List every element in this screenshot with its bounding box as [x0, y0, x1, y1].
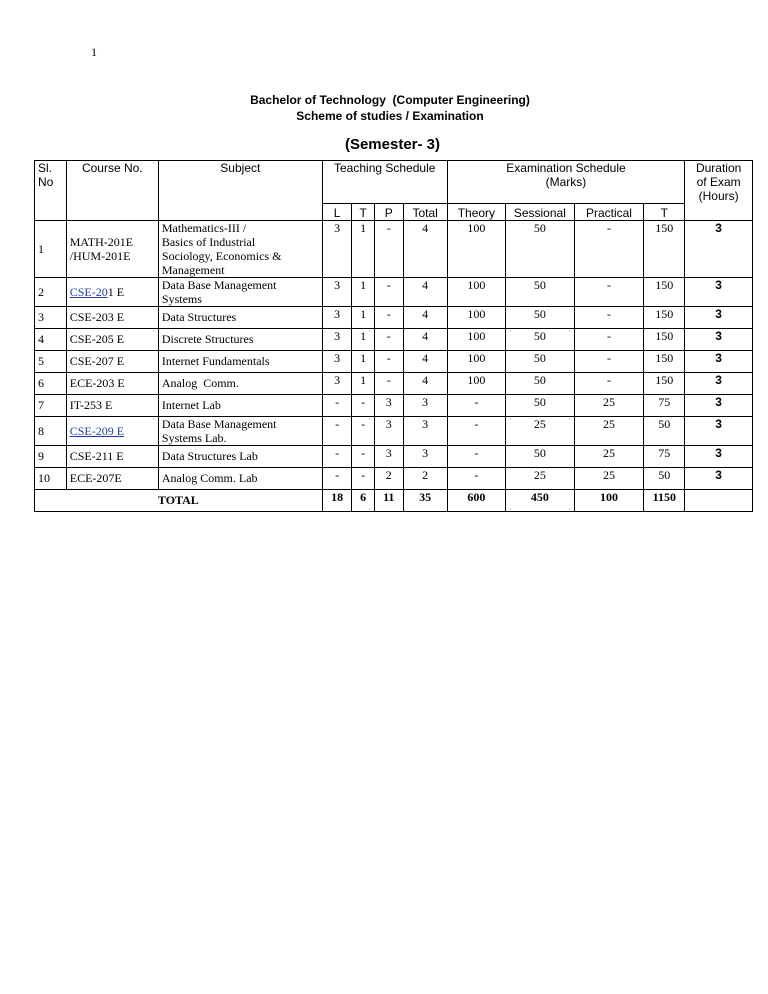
cell-exam-total: 150 — [644, 277, 685, 306]
cell-p: 2 — [374, 467, 403, 489]
cell-course: MATH-201E /HUM-201E — [66, 220, 158, 277]
cell-subject: Analog Comm. — [158, 372, 322, 394]
cell-practical: - — [574, 306, 644, 328]
total-label: TOTAL — [35, 489, 323, 511]
header-examination-schedule: Examination Schedule (Marks) — [447, 161, 685, 204]
cell-l: - — [322, 445, 352, 467]
cell-course: ECE-203 E — [66, 372, 158, 394]
cell-l: - — [322, 467, 352, 489]
header-sessional: Sessional — [506, 203, 575, 220]
cell-sessional: 25 — [506, 416, 575, 445]
cell-practical: 25 — [574, 394, 644, 416]
cell-practical: - — [574, 220, 644, 277]
course-suffix: 1 E — [107, 284, 125, 299]
header-practical: Practical — [574, 203, 644, 220]
cell-subject: Internet Fundamentals — [158, 350, 322, 372]
total-t: 6 — [352, 489, 375, 511]
cell-total: 4 — [403, 306, 447, 328]
cell-exam-total: 150 — [644, 306, 685, 328]
cell-practical: - — [574, 350, 644, 372]
cell-theory: 100 — [447, 220, 505, 277]
cell-duration: 3 — [685, 350, 753, 372]
cell-l: 3 — [322, 306, 352, 328]
cell-total: 4 — [403, 372, 447, 394]
cell-sl: 9 — [35, 445, 67, 467]
cell-theory: - — [447, 445, 505, 467]
cell-duration: 3 — [685, 372, 753, 394]
cell-sl: 6 — [35, 372, 67, 394]
table-row — [35, 328, 753, 350]
cell-course — [66, 277, 158, 306]
cell-duration: 3 — [685, 467, 753, 489]
cell-theory: 100 — [447, 350, 505, 372]
cell-t: 1 — [352, 277, 375, 306]
total-exam-total: 1150 — [644, 489, 685, 511]
table-row — [35, 394, 753, 416]
cell-course: ECE-207E — [66, 467, 158, 489]
cell-sl: 5 — [35, 350, 67, 372]
cell-subject: Mathematics-III / Basics of Industrial Sociology, Economics & Management — [158, 220, 322, 277]
cell-subject: Discrete Structures — [158, 328, 322, 350]
cell-total: 4 — [403, 277, 447, 306]
cell-subject: Data Base Management Systems Lab. — [158, 416, 322, 445]
cell-t: - — [352, 467, 375, 489]
cell-sl: 10 — [35, 467, 67, 489]
table-row — [35, 372, 753, 394]
cell-theory: 100 — [447, 328, 505, 350]
cell-l: 3 — [322, 372, 352, 394]
cell-duration: 3 — [685, 306, 753, 328]
cell-t: 1 — [352, 306, 375, 328]
course-link[interactable]: CSE-20 — [69, 284, 108, 299]
cell-l: 3 — [322, 350, 352, 372]
cell-subject: Data Structures Lab — [158, 445, 322, 467]
cell-l: - — [322, 394, 352, 416]
cell-exam-total: 150 — [644, 220, 685, 277]
cell-theory: - — [447, 467, 505, 489]
cell-l: - — [322, 416, 352, 445]
cell-theory: 100 — [447, 306, 505, 328]
cell-theory: - — [447, 394, 505, 416]
cell-p: - — [374, 350, 403, 372]
cell-practical: - — [574, 328, 644, 350]
header-teaching-schedule: Teaching Schedule — [322, 161, 447, 204]
scheme-table — [34, 160, 753, 512]
cell-theory: - — [447, 416, 505, 445]
cell-subject: Data Base Management Systems — [158, 277, 322, 306]
cell-total: 3 — [403, 445, 447, 467]
cell-p: 3 — [374, 416, 403, 445]
cell-t: - — [352, 394, 375, 416]
cell-theory: 100 — [447, 372, 505, 394]
cell-practical: 25 — [574, 416, 644, 445]
cell-total: 3 — [403, 394, 447, 416]
semester-heading: (Semester- 3) — [344, 136, 441, 153]
cell-total: 4 — [403, 350, 447, 372]
cell-sl: 7 — [35, 394, 67, 416]
cell-sessional: 50 — [506, 445, 575, 467]
cell-exam-total: 150 — [644, 372, 685, 394]
cell-duration: 3 — [685, 445, 753, 467]
table-row — [35, 306, 753, 328]
cell-practical: - — [574, 372, 644, 394]
cell-subject: Data Structures — [158, 306, 322, 328]
page-number: 1 — [91, 45, 97, 59]
header-course-no: Course No. — [66, 161, 158, 204]
course-link[interactable]: CSE-209 E — [69, 423, 125, 438]
cell-sessional: 50 — [506, 350, 575, 372]
document-title: Bachelor of Technology (Computer Engineering) — [250, 93, 530, 107]
cell-t: - — [352, 445, 375, 467]
cell-sl: 3 — [35, 306, 67, 328]
cell-duration: 3 — [685, 220, 753, 277]
header-p: P — [374, 203, 403, 220]
cell-sessional: 50 — [506, 394, 575, 416]
table-row — [35, 467, 753, 489]
cell-exam-total: 50 — [644, 416, 685, 445]
cell-total: 4 — [403, 220, 447, 277]
cell-subject: Internet Lab — [158, 394, 322, 416]
header-theory: Theory — [447, 203, 505, 220]
table-row — [35, 277, 753, 306]
cell-t: 1 — [352, 220, 375, 277]
cell-t: 1 — [352, 350, 375, 372]
cell-course: CSE-203 E — [66, 306, 158, 328]
cell-duration: 3 — [685, 416, 753, 445]
cell-sessional: 50 — [506, 277, 575, 306]
cell-sessional: 50 — [506, 306, 575, 328]
header-sl: Sl. No — [35, 161, 67, 204]
total-practical: 100 — [574, 489, 644, 511]
table-row — [35, 220, 753, 277]
cell-practical: 25 — [574, 467, 644, 489]
cell-p: 3 — [374, 394, 403, 416]
cell-exam-total: 150 — [644, 328, 685, 350]
cell-total: 2 — [403, 467, 447, 489]
cell-total: 4 — [403, 328, 447, 350]
header-l: L — [322, 203, 352, 220]
total-theory: 600 — [447, 489, 505, 511]
cell-l: 3 — [322, 277, 352, 306]
total-sessional: 450 — [506, 489, 575, 511]
total-duration-empty — [685, 489, 753, 511]
cell-p: 3 — [374, 445, 403, 467]
total-l: 18 — [322, 489, 352, 511]
cell-exam-total: 50 — [644, 467, 685, 489]
table-row — [35, 445, 753, 467]
total-p: 11 — [374, 489, 403, 511]
cell-l: 3 — [322, 328, 352, 350]
cell-exam-total: 75 — [644, 394, 685, 416]
cell-t: 1 — [352, 372, 375, 394]
cell-subject: Analog Comm. Lab — [158, 467, 322, 489]
cell-p: - — [374, 328, 403, 350]
cell-sl: 1 — [35, 220, 67, 277]
cell-sl: 8 — [35, 416, 67, 445]
cell-course: IT-253 E — [66, 394, 158, 416]
cell-p: - — [374, 372, 403, 394]
cell-theory: 100 — [447, 277, 505, 306]
cell-course: CSE-211 E — [66, 445, 158, 467]
cell-exam-total: 75 — [644, 445, 685, 467]
header-total: Total — [403, 203, 447, 220]
cell-sessional: 50 — [506, 220, 575, 277]
cell-p: - — [374, 220, 403, 277]
cell-t: - — [352, 416, 375, 445]
cell-p: - — [374, 277, 403, 306]
cell-duration: 3 — [685, 277, 753, 306]
table-row — [35, 416, 753, 445]
cell-l: 3 — [322, 220, 352, 277]
total-total: 35 — [403, 489, 447, 511]
header-exam-total: T — [644, 203, 685, 220]
document-subtitle: Scheme of studies / Examination — [296, 109, 484, 123]
cell-course: CSE-207 E — [66, 350, 158, 372]
cell-sl: 2 — [35, 277, 67, 306]
cell-sessional: 25 — [506, 467, 575, 489]
header-duration: Duration of Exam (Hours) — [685, 161, 753, 204]
cell-duration: 3 — [685, 328, 753, 350]
cell-practical: 25 — [574, 445, 644, 467]
cell-p: - — [374, 306, 403, 328]
cell-t: 1 — [352, 328, 375, 350]
cell-course: CSE-205 E — [66, 328, 158, 350]
total-row — [35, 489, 753, 511]
cell-practical: - — [574, 277, 644, 306]
cell-sl: 4 — [35, 328, 67, 350]
cell-course — [66, 416, 158, 445]
header-t: T — [352, 203, 375, 220]
cell-sessional: 50 — [506, 328, 575, 350]
cell-duration: 3 — [685, 394, 753, 416]
table-row — [35, 350, 753, 372]
cell-total: 3 — [403, 416, 447, 445]
header-subject: Subject — [158, 161, 322, 204]
cell-sessional: 50 — [506, 372, 575, 394]
cell-exam-total: 150 — [644, 350, 685, 372]
